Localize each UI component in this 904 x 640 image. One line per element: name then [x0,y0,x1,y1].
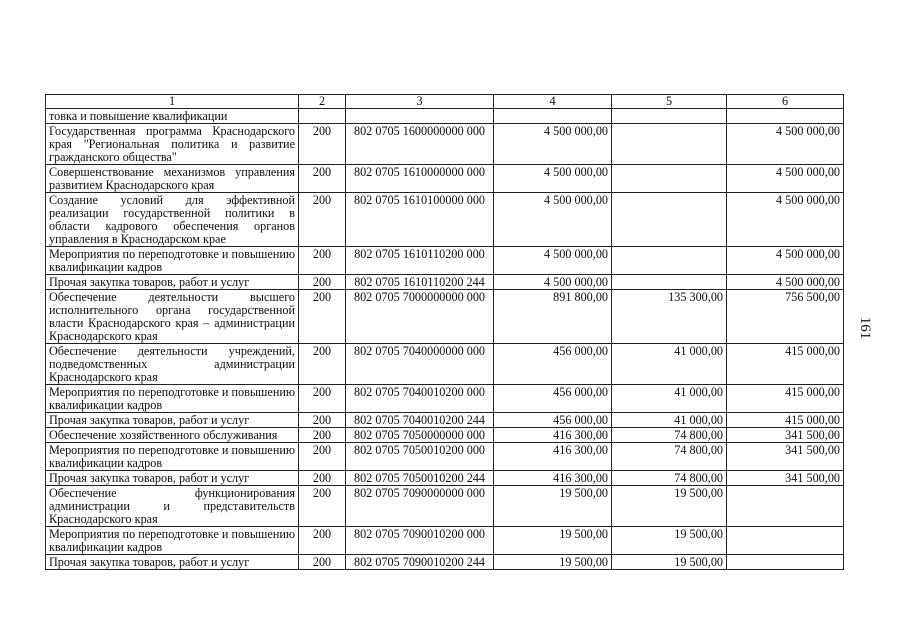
row-col2: 200 [299,247,346,275]
row-classification-code: 802 0705 7040000000 000 [346,344,494,385]
column-header-4: 4 [494,95,612,109]
row-classification-code: 802 0705 7090000000 000 [346,486,494,527]
row-amount-col5 [612,165,727,193]
row-amount-col4: 456 000,00 [494,385,612,413]
row-amount-col6: 756 500,00 [727,290,844,344]
row-name: Обеспечение хозяйственного обслуживания [46,428,299,443]
row-amount-col6: 415 000,00 [727,344,844,385]
row-name: товка и повышение квалификации [46,109,299,124]
row-name: Совершенствование механизмов управления развитием Краснодарского края [46,165,299,193]
row-classification-code: 802 0705 1610000000 000 [346,165,494,193]
row-amount-col6: 341 500,00 [727,443,844,471]
row-name: Прочая закупка товаров, работ и услуг [46,275,299,290]
row-name: Государственная программа Краснодарского края "Региональная политика и развитие гражданского общества" [46,124,299,165]
row-amount-col6: 415 000,00 [727,385,844,413]
row-amount-col4: 19 500,00 [494,555,612,570]
table-row [46,275,844,290]
table-row [46,413,844,428]
row-amount-col4: 456 000,00 [494,413,612,428]
row-amount-col6: 341 500,00 [727,428,844,443]
table-row [46,247,844,275]
row-amount-col5 [612,109,727,124]
row-classification-code: 802 0705 7040010200 244 [346,413,494,428]
table-row [46,165,844,193]
row-amount-col6 [727,109,844,124]
table-row [46,124,844,165]
row-amount-col6: 4 500 000,00 [727,247,844,275]
row-amount-col6: 341 500,00 [727,471,844,486]
row-col2: 200 [299,344,346,385]
row-amount-col5: 41 000,00 [612,385,727,413]
row-amount-col5 [612,193,727,247]
row-name: Мероприятия по переподготовке и повышению квалификации кадров [46,385,299,413]
column-header-row [46,95,844,109]
row-amount-col6: 4 500 000,00 [727,124,844,165]
row-col2: 200 [299,555,346,570]
table-row [46,527,844,555]
budget-table [45,94,844,570]
table-row [46,471,844,486]
row-amount-col5: 74 800,00 [612,428,727,443]
row-amount-col5: 74 800,00 [612,443,727,471]
row-amount-col6: 4 500 000,00 [727,275,844,290]
row-col2: 200 [299,428,346,443]
row-amount-col5 [612,124,727,165]
row-classification-code: 802 0705 7050010200 000 [346,443,494,471]
row-classification-code: 802 0705 7090010200 244 [346,555,494,570]
row-amount-col6 [727,555,844,570]
row-name: Мероприятия по переподготовке и повышению квалификации кадров [46,443,299,471]
row-amount-col4: 456 000,00 [494,344,612,385]
row-amount-col4 [494,109,612,124]
row-col2 [299,109,346,124]
row-col2: 200 [299,413,346,428]
table-row [46,193,844,247]
row-amount-col4: 4 500 000,00 [494,165,612,193]
row-amount-col5: 41 000,00 [612,344,727,385]
table-row [46,109,844,124]
row-name: Мероприятия по переподготовке и повышению квалификации кадров [46,247,299,275]
page-number: 161 [857,316,873,340]
row-col2: 200 [299,290,346,344]
column-header-6: 6 [727,95,844,109]
row-name: Прочая закупка товаров, работ и услуг [46,555,299,570]
row-amount-col4: 19 500,00 [494,527,612,555]
row-classification-code: 802 0705 7000000000 000 [346,290,494,344]
row-amount-col4: 416 300,00 [494,428,612,443]
row-classification-code: 802 0705 7050010200 244 [346,471,494,486]
row-name: Обеспечение деятельности учреждений, подведомственных администрации Краснодарского края [46,344,299,385]
row-col2: 200 [299,486,346,527]
table-row [46,428,844,443]
column-header-2: 2 [299,95,346,109]
row-name: Создание условий для эффективной реализации государственной политики в области кадрового обеспечения органов управления в Краснодарском крае [46,193,299,247]
row-classification-code: 802 0705 7040010200 000 [346,385,494,413]
row-amount-col4: 4 500 000,00 [494,275,612,290]
column-header-5: 5 [612,95,727,109]
row-amount-col5 [612,247,727,275]
row-name: Прочая закупка товаров, работ и услуг [46,471,299,486]
row-col2: 200 [299,124,346,165]
row-amount-col4: 4 500 000,00 [494,124,612,165]
row-amount-col5: 19 500,00 [612,527,727,555]
row-classification-code: 802 0705 1600000000 000 [346,124,494,165]
row-col2: 200 [299,443,346,471]
row-col2: 200 [299,471,346,486]
row-col2: 200 [299,527,346,555]
row-classification-code: 802 0705 1610110200 000 [346,247,494,275]
row-amount-col6 [727,486,844,527]
row-amount-col6: 4 500 000,00 [727,165,844,193]
row-col2: 200 [299,385,346,413]
row-col2: 200 [299,193,346,247]
row-amount-col5: 41 000,00 [612,413,727,428]
table-row [46,486,844,527]
row-amount-col4: 4 500 000,00 [494,247,612,275]
row-amount-col4: 416 300,00 [494,471,612,486]
table-row [46,443,844,471]
column-header-1: 1 [46,95,299,109]
row-amount-col5: 19 500,00 [612,555,727,570]
row-amount-col4: 4 500 000,00 [494,193,612,247]
column-header-3: 3 [346,95,494,109]
row-classification-code: 802 0705 7050000000 000 [346,428,494,443]
row-name: Мероприятия по переподготовке и повышению квалификации кадров [46,527,299,555]
row-amount-col4: 19 500,00 [494,486,612,527]
row-amount-col5: 74 800,00 [612,471,727,486]
row-col2: 200 [299,275,346,290]
row-amount-col4: 416 300,00 [494,443,612,471]
row-amount-col5: 19 500,00 [612,486,727,527]
row-classification-code [346,109,494,124]
row-amount-col5 [612,275,727,290]
row-amount-col4: 891 800,00 [494,290,612,344]
row-name: Прочая закупка товаров, работ и услуг [46,413,299,428]
table-row [46,344,844,385]
table-row [46,290,844,344]
row-amount-col6 [727,527,844,555]
row-amount-col6: 415 000,00 [727,413,844,428]
row-amount-col6: 4 500 000,00 [727,193,844,247]
row-classification-code: 802 0705 1610100000 000 [346,193,494,247]
row-name: Обеспечение деятельности высшего исполнительного органа государственной власти Краснодарского края – администрации Краснодарского края [46,290,299,344]
row-col2: 200 [299,165,346,193]
table-row [46,385,844,413]
row-amount-col5: 135 300,00 [612,290,727,344]
table-row [46,555,844,570]
row-name: Обеспечение функционирования администрации и представительств Краснодарского края [46,486,299,527]
row-classification-code: 802 0705 1610110200 244 [346,275,494,290]
row-classification-code: 802 0705 7090010200 000 [346,527,494,555]
